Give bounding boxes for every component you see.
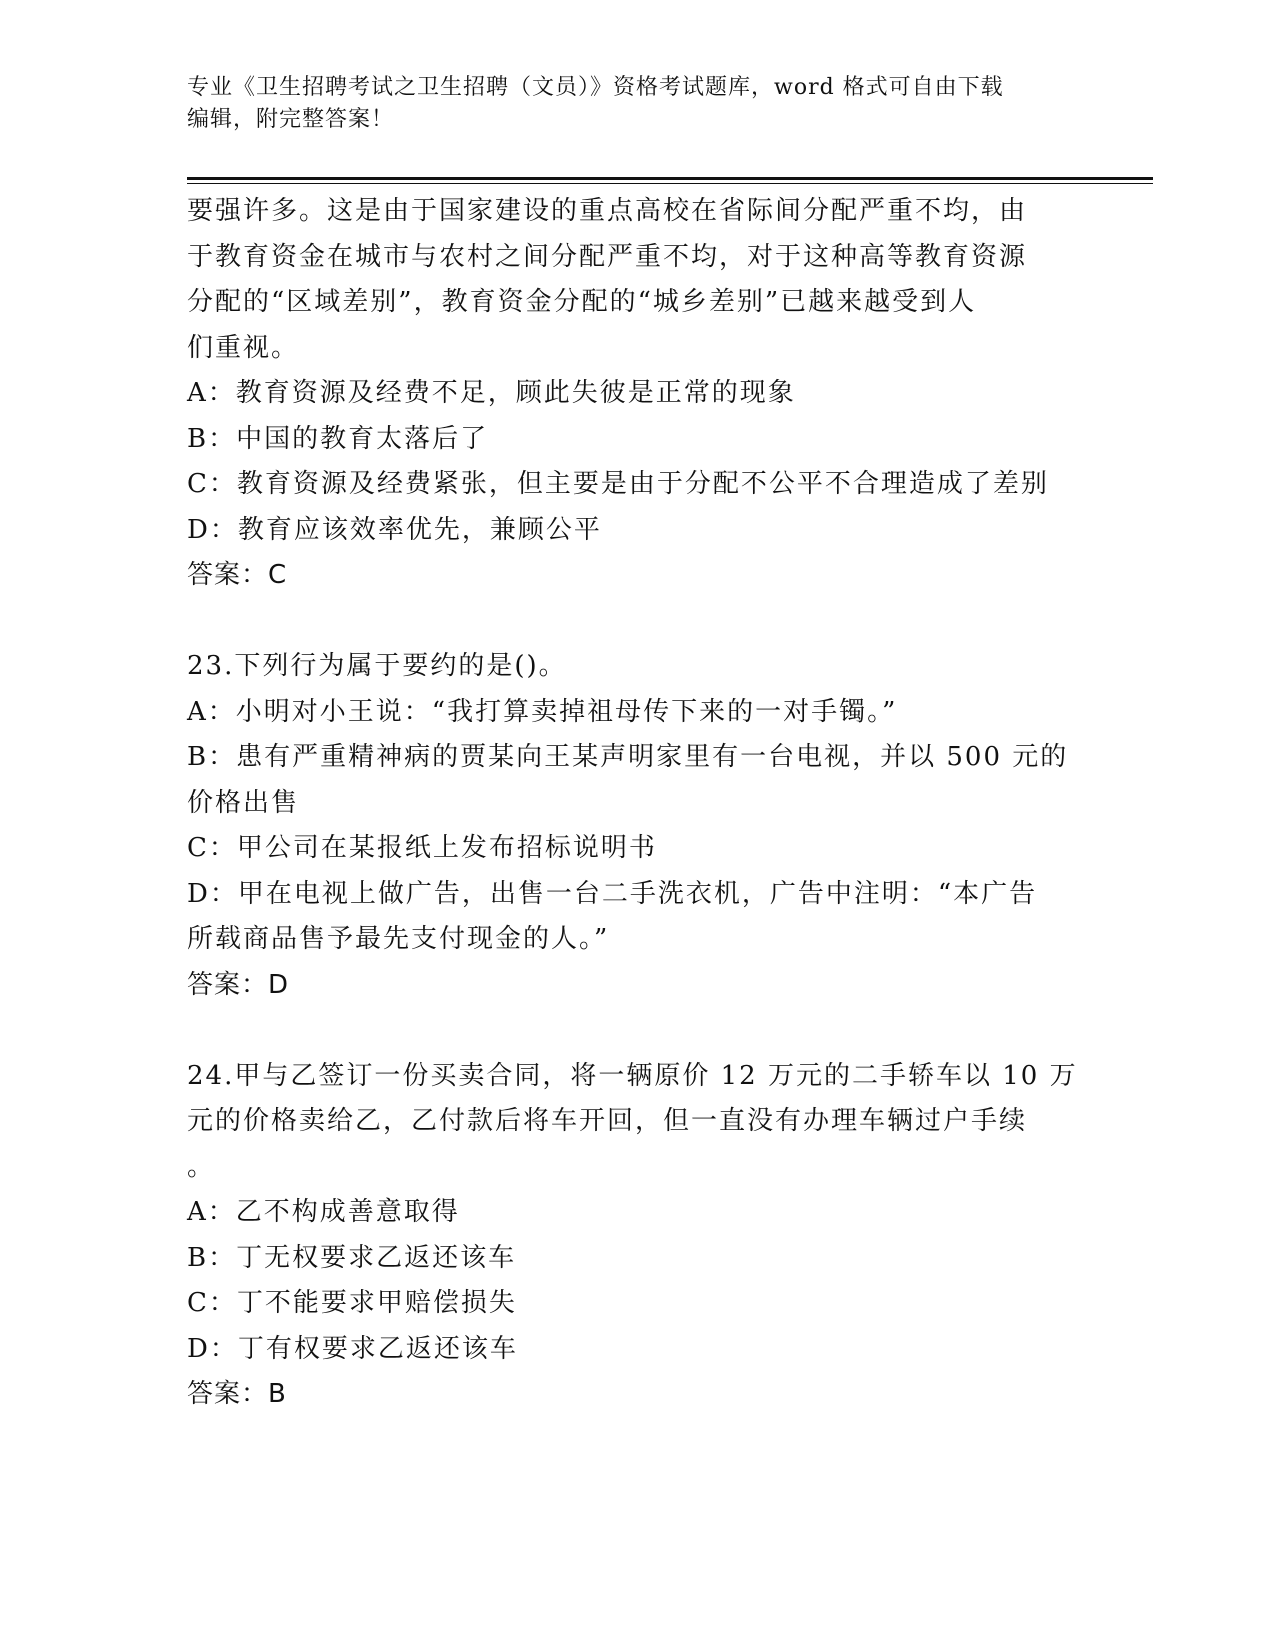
header-rule-thick — [187, 177, 1153, 180]
option-a: A：小明对小王说：“我打算卖掉祖母传下来的一对手镯。” — [187, 696, 898, 727]
option-a: A：乙不构成善意取得 — [187, 1197, 460, 1227]
option-d: D：丁有权要求乙返还该车 — [187, 1333, 518, 1364]
question-24 — [187, 1054, 1078, 1418]
option-b-line: 价格出售 — [187, 787, 300, 818]
question-stem-line: 元的价格卖给乙，乙付款后将车开回，但一直没有办理车辆过户手续 — [187, 1106, 1028, 1136]
option-b: B：丁无权要求乙返还该车 — [187, 1242, 517, 1273]
option-a: A：教育资源及经费不足，顾此失彼是正常的现象 — [187, 378, 796, 408]
header-line-2: 编辑，附完整答案！ — [187, 107, 395, 132]
option-c: C：甲公司在某报纸上发布招标说明书 — [187, 833, 657, 863]
question-stem-line: 要强许多。这是由于国家建设的重点高校在省际间分配严重不均，由 — [187, 196, 1028, 226]
option-b: B：中国的教育太落后了 — [187, 423, 489, 454]
question-stem-line: 们重视。 — [187, 332, 300, 363]
answer-label: 答案：D — [187, 969, 290, 1000]
question-22 — [187, 189, 1067, 599]
question-stem-line: 。 — [187, 1151, 216, 1182]
option-b-line: B：患有严重精神病的贾某向王某声明家里有一台电视，并以 500 元的 — [187, 742, 1069, 772]
option-d: D：教育应该效率优先，兼顾公平 — [187, 514, 602, 545]
option-c: C：教育资源及经费紧张，但主要是由于分配不公平不合理造成了差别 — [187, 469, 1049, 499]
question-spacer — [187, 1008, 1067, 1054]
question-stem-line: 于教育资金在城市与农村之间分配严重不均，对于这种高等教育资源 — [187, 241, 1028, 272]
answer-label: 答案：C — [187, 560, 288, 590]
question-23 — [187, 644, 1067, 1008]
page-header — [187, 72, 1067, 136]
question-stem: 23.下列行为属于要约的是()。 — [187, 651, 567, 681]
header-rule-thin — [187, 183, 1153, 184]
option-c: C：丁不能要求甲赔偿损失 — [187, 1288, 517, 1318]
question-stem-line: 分配的“区域差别”，教育资金分配的“城乡差别”已越来越受到人 — [187, 287, 977, 317]
answer-label: 答案：B — [187, 1379, 287, 1409]
header-line-1: 专业《卫生招聘考试之卫生招聘（文员）》资格考试题库，word 格式可自由下载 — [187, 75, 1004, 100]
option-d-line: 所载商品售予最先支付现金的人。” — [187, 924, 610, 954]
question-content — [187, 189, 1078, 1418]
option-d-line: D：甲在电视上做广告，出售一台二手洗衣机，广告中注明：“本广告 — [187, 878, 1038, 909]
question-spacer — [187, 599, 1067, 645]
question-stem-line: 24.甲与乙签订一份买卖合同，将一辆原价 12 万元的二手轿车以 10 万 — [187, 1060, 1078, 1091]
